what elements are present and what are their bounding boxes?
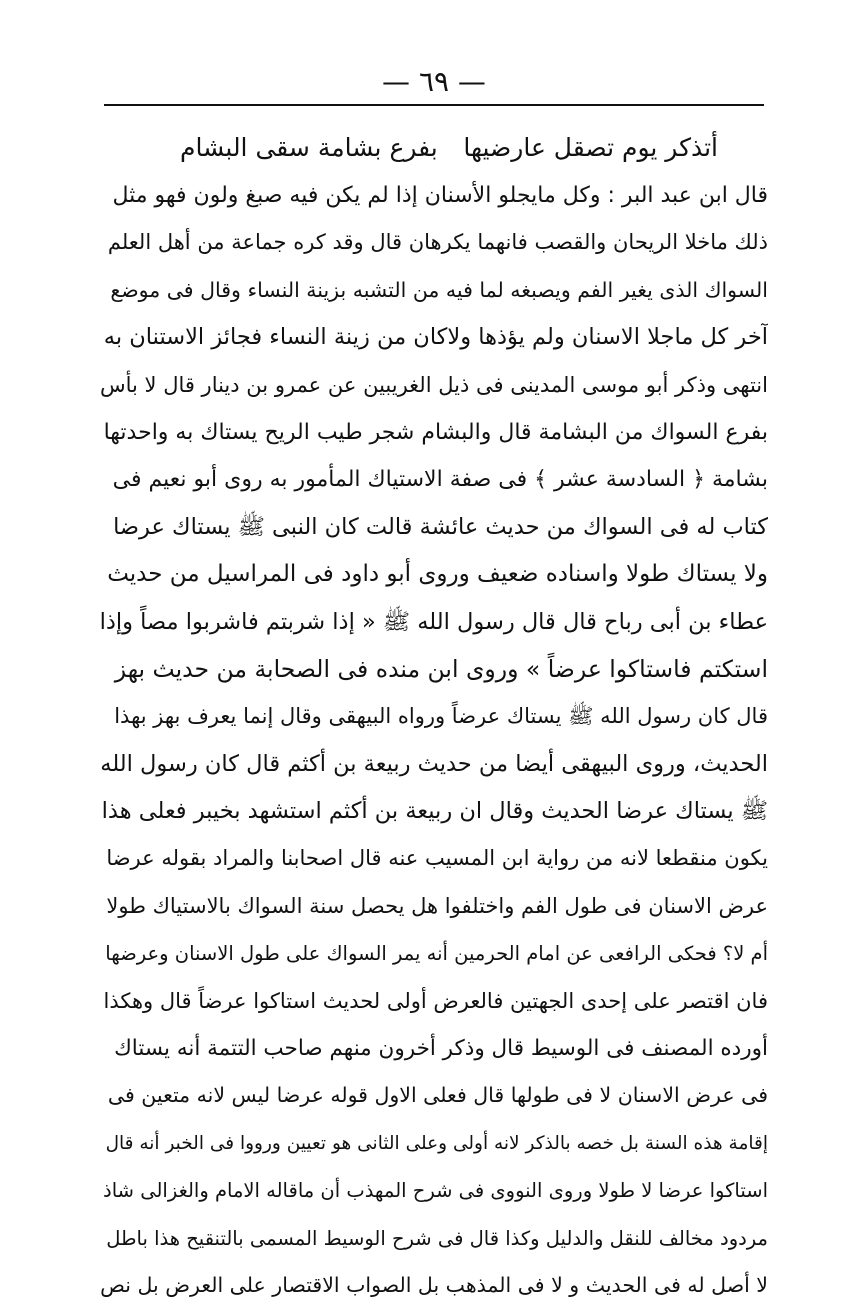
header-rule bbox=[104, 104, 764, 106]
text-line: ولا يستاك طولا واسناده ضعيف وروى أبو داود فى المراسيل من حديث bbox=[107, 561, 768, 588]
verse-second-hemistich: بفرع بشامة سقى البشام bbox=[180, 133, 438, 162]
text-line: ذلك ماخلا الريحان والقصب فانهما يكرهان قال وقد كره جماعة من أهل العلم bbox=[107, 230, 768, 255]
body-text bbox=[100, 172, 768, 1309]
text-line: عطاء بن أبى رباح قال قال رسول الله ﷺ « إذا شربتم فاشربوا مصاً وإذا bbox=[100, 608, 768, 635]
poetry-verse bbox=[100, 124, 768, 172]
text-line: ﷺ يستاك عرضا الحديث وقال ان ربيعة بن أكثم استشهد بخيبر فعلى هذا bbox=[101, 798, 768, 825]
text-line: آخر كل ماجلا الاسنان ولم يؤذها ولاكان من زينة النساء فجائز الاستنان به bbox=[103, 324, 768, 351]
text-line: استاكوا عرضا لا طولا وروى النووى فى شرح المهذب أن ماقاله الامام والغزالى شاذ bbox=[103, 1179, 768, 1203]
text-line: مردود مخالف للنقل والدليل وكذا قال فى شرح الوسيط المسمى بالتنقيح هذا باطل bbox=[106, 1226, 768, 1250]
text-line: يكون منقطعا لانه من رواية ابن المسيب عنه قال اصحابنا والمراد بقوله عرضا bbox=[106, 846, 768, 871]
text-line: لا أصل له فى الحديث و لا فى المذهب بل الصواب الاقتصار على العرض بل نص bbox=[100, 1272, 768, 1297]
text-line: قال كان رسول الله ﷺ يستاك عرضاً ورواه البيهقى وقال إنما يعرف بهز بهذا bbox=[114, 704, 768, 729]
text-line: بفرع السواك من البشامة قال والبشام شجر طيب الريح يستاك به واحدتها bbox=[103, 419, 768, 445]
text-line: قال ابن عبد البر : وكل مايجلو الأسنان إذا لم يكن فيه صبغ ولون فهو مثل bbox=[112, 183, 768, 208]
text-line: فى عرض الاسنان لا فى طولها قال فعلى الاول قوله عرضا ليس لانه متعين فى bbox=[107, 1083, 768, 1108]
text-line: عرض الاسنان فى طول الفم واختلفوا هل يحصل سنة السواك بالاستياك طولا bbox=[106, 893, 768, 918]
text-line: انتهى وذكر أبو موسى المدينى فى ذيل الغريبين عن عمرو بن دينار قال لا بأس bbox=[100, 372, 768, 397]
text-line: السواك الذى يغير الفم ويصبغه لما فيه من التشبه بزينة النساء وقال فى موضع bbox=[110, 277, 768, 302]
text-line: بشامة ﴿ السادسة عشر ﴾ فى صفة الاستياك المأمور به روى أبو نعيم فى bbox=[112, 467, 768, 493]
text-line: أم لا؟ فحكى الرافعى عن امام الحرمين أنه يمر السواك على طول الاسنان وعرضها bbox=[105, 942, 768, 966]
text-line: استكتم فاستاكوا عرضاً » وروى ابن منده فى الصحابة من حديث بهز bbox=[114, 654, 768, 683]
text-line: فان اقتصر على إحدى الجهتين فالعرض أولى لحديث استاكوا عرضاً قال وهكذا bbox=[103, 988, 768, 1013]
text-line: إقامة هذه السنة بل خصه بالذكر لانه أولى وعلى الثانى هو تعيين ورووا فى الخبر أنه قال bbox=[105, 1132, 768, 1154]
text-line: أورده المصنف فى الوسيط قال وذكر أخرون منهم صاحب التتمة أنه يستاك bbox=[114, 1036, 768, 1062]
text-line: الحديث، وروى البيهقى أيضا من حديث ربيعة بن أكثم قال كان رسول الله bbox=[100, 750, 768, 777]
verse-first-hemistich: أتذكر يوم تصقل عارضيها bbox=[463, 133, 718, 162]
text-line: كتاب له فى السواك من حديث عائشة قالت كان النبى ﷺ يستاك عرضا bbox=[113, 513, 768, 540]
page-number: — ٦٩ — bbox=[382, 65, 486, 98]
